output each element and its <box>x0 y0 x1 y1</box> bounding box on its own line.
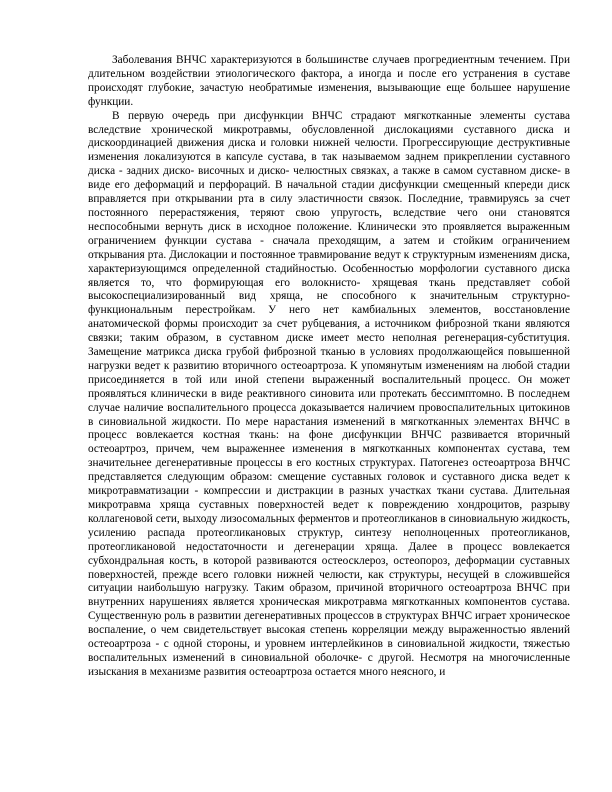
paragraph: В первую очередь при дисфункции ВНЧС страдают мягкотканные элементы сустава вследствие хронической микротравмы, обусловленной дислокациями суставного диска и дискоординацией движения диска и головки нижней челюсти. Прогрессирующие деструктивные изменения локализуются в капсуле сустава, в так называемом заднем прикреплении суставного диска - задних диско- височных и диско- челюстных связках, а также в самом суставном диске- в виде его деформаций и перфораций. В начальной стадии дисфункции смещенный кпереди диск вправляется при открывании рта в силу эластичности связок. Последние, травмируясь за счет постоянного перерастяжения, теряют свою упругость, вследствие чего они становятся неспособными вернуть диск в исходное положение. Клинически это проявляется выраженным ограничением функции сустава - сначала преходящим, а затем и стойким ограничением открывания рта. Дислокации и постоянное травмирование ведут к структурным изменениям диска, характеризующимся определенной стадийностью. Особенностью морфологии суставного диска является то, что формирующая его волокнисто- хрящевая ткань представляет собой высокоспециализированный вид хряща, не способного к значительным структурно-функциональным перестройкам. У него нет камбиальных элементов, восстановление анатомической формы происходит за счет рубцевания, а источником фиброзной ткани являются связки; таким образом, в суставном диске имеет место неполная регенерация-субституция. Замещение матрикса диска грубой фиброзной тканью в условиях продолжающейся повышенной нагрузки ведет к развитию вторичного остеоартроза. К упомянутым изменениям на любой стадии присоединяется в той или иной степени выраженный воспалительный процесс. Он может проявляться клинически в виде реактивного синовита или протекать бессимптомно. В последнем случае наличие воспалительного процесса доказывается наличием провоспалительных цитокинов в синовиальной жидкости. По мере нарастания изменений в мягкотканных элементах ВНЧС в процесс вовлекается костная ткань: на фоне дисфункции ВНЧС развивается вторичный остеоартроз, причем, чем выраженнее изменения в мягкотканных компонентах сустава, тем значительнее дегенеративные процессы в его костных структурах. Патогенез остеоартроза ВНЧС представляется следующим образом: смещение суставных головок и суставного диска ведет к микротравматизации - компрессии и дистракции в разных участках ткани сустава. Длительная микротравма хряща суставных поверхностей ведет к повреждению хондроцитов, разрыву коллагеновой сети, выходу лизосомальных ферментов и протеогликанов в синовиальную жидкость, усилению распада протеогликановых структур, синтезу неполноценных протеогликанов, протеогликановой недостаточности и дегенерации хряща. Далее в процесс вовлекается субхондральная кость, в которой развиваются остеосклероз, остеопороз, деформации суставных поверхностей, прежде всего головки нижней челюсти, как структуры, несущей в сложившейся ситуации наибольшую нагрузку. Таким образом, причиной вторичного остеоартроза ВНЧС при внутренних нарушениях является хроническая микротравма мягкотканных компонентов сустава. Существенную роль в развитии дегенеративных процессов в структурах ВНЧС играет хроническое воспаление, о чем свидетельствует высокая степень корреляции между выраженностью явлений остеоартроза - с одной стороны, и уровнем интерлейкинов в синовиальной жидкости, тяжестью воспалительных изменений в синовиальной оболочке- с другой. Несмотря на многочисленные изыскания в механизме развития остеоартроза остается много неясного, и <box>88 109 570 678</box>
paragraph: Заболевания ВНЧС характеризуются в большинстве случаев прогредиентным течением. При длительном воздействии этиологического фактора, а иногда и после его устранения в суставе происходят глубокие, зачастую необратимые изменения, вызывающие еще большее нарушение функции. <box>88 54 570 108</box>
document-page <box>88 54 570 680</box>
